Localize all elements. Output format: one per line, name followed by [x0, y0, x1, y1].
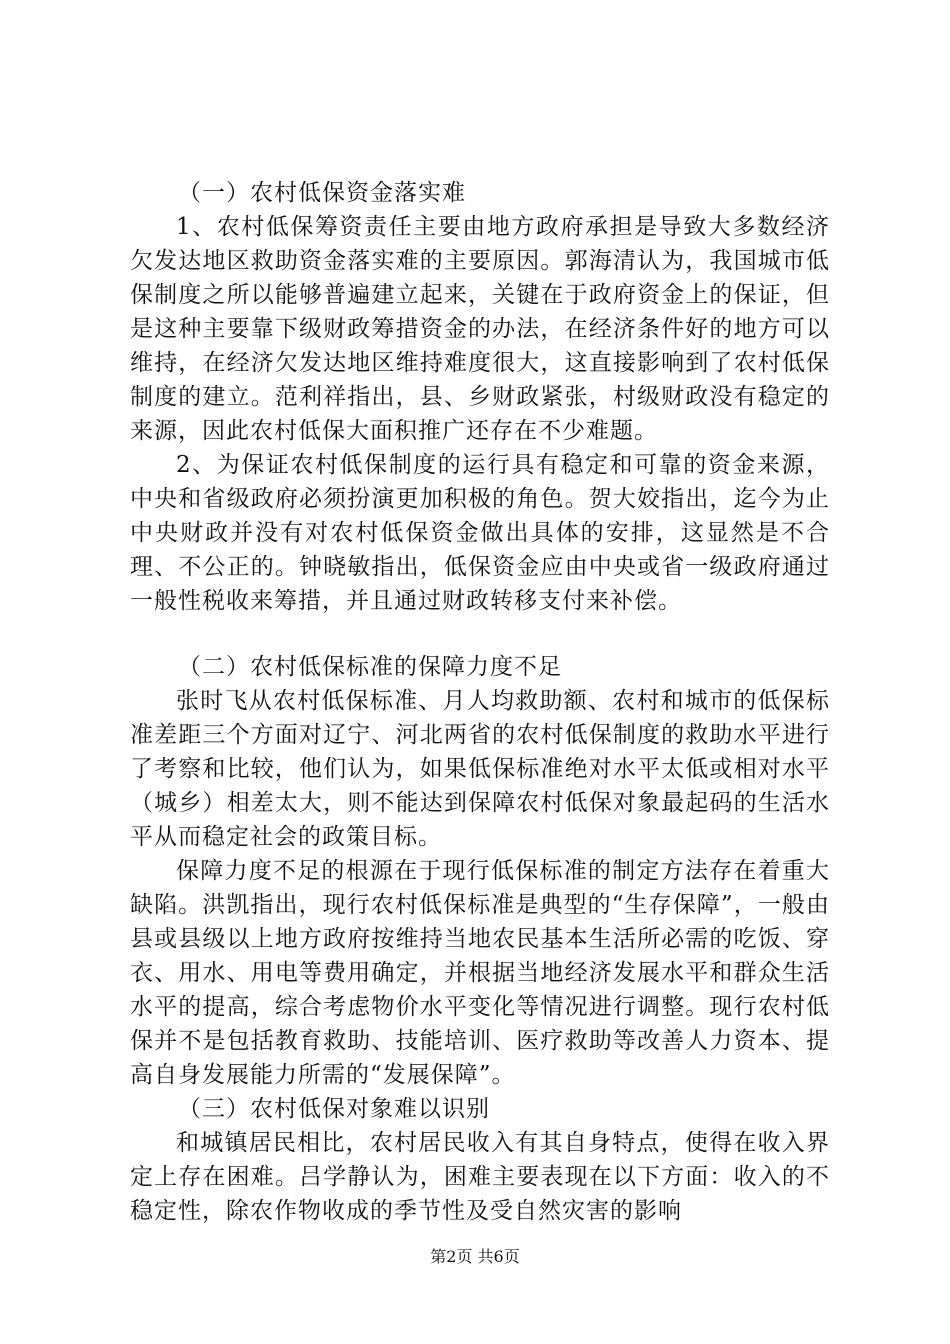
paragraph: 保障力度不足的根源在于现行低保标准的制定方法存在着重大缺陷。洪凯指出，现行农村低保标准是典型的“生存保障”，一般由县或县级以上地方政府按维持当地农民基本生活所必需的吃饭、穿衣、用水、用电等费用确定，并根据当地经济发展水平和群众生活水平的提高，综合考虑物价水平变化等情况进行调整。现行农村低保并不是包括教育救助、技能培训、医疗救助等改善人力资本、提高自身发展能力所需的“发展保障”。 — [130, 858, 830, 1088]
page-footer: 第2页 共6页 — [430, 1247, 520, 1266]
document-body — [130, 176, 830, 1228]
section-heading-3: （三）农村低保对象难以识别 — [178, 1096, 490, 1122]
section-heading-1: （一）农村低保资金落实难 — [178, 180, 466, 206]
paragraph: 张时飞从农村低保标准、月人均救助额、农村和城市的低保标准差距三个方面对辽宁、河北两省的农村低保制度的救助水平进行了考察和比较，他们认为，如果低保标准绝对水平太低或相对水平（城乡）相差太大，则不能达到保障农村低保对象最起码的生活水平从而稳定社会的政策目标。 — [130, 688, 830, 850]
paragraph: 1、农村低保筹资责任主要由地方政府承担是导致大多数经济欠发达地区救助资金落实难的主要原因。郭海清认为，我国城市低保制度之所以能够普遍建立起来，关键在于政府资金上的保证，但是这种主要靠下级财政筹措资金的办法，在经济条件好的地方可以维持，在经济欠发达地区维持难度很大，这直接影响到了农村低保制度的建立。范利祥指出，县、乡财政紧张，村级财政没有稳定的来源，因此农村低保大面积推广还存在不少难题。 — [130, 214, 830, 444]
paragraph: 2、为保证农村低保制度的运行具有稳定和可靠的资金来源，中央和省级政府必须扮演更加积极的角色。贺大姣指出，迄今为止中央财政并没有对农村低保资金做出具体的安排，这显然是不合理、不公正的。钟晓敏指出，低保资金应由中央或省一级政府通过一般性税收来筹措，并且通过财政转移支付来补偿。 — [130, 452, 830, 614]
section-spacer — [130, 618, 830, 650]
section-heading-2: （二）农村低保标准的保障力度不足 — [178, 654, 562, 680]
paragraph: 和城镇居民相比，农村居民收入有其自身特点，使得在收入界定上存在困难。吕学静认为，困难主要表现在以下方面：收入的不稳定性，除农作物收成的季节性及受自然灾害的影响 — [130, 1130, 830, 1224]
